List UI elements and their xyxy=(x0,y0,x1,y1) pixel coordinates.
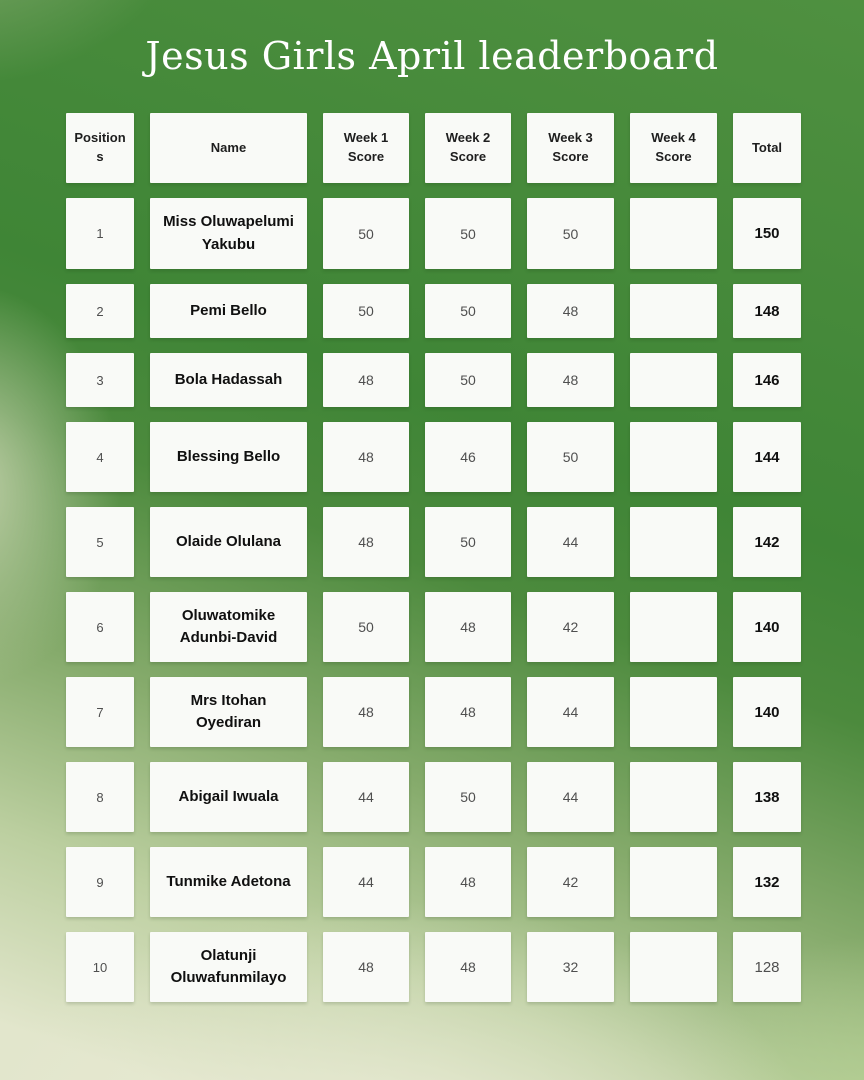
week3-score-cell: 44 xyxy=(527,762,614,832)
week3-score-cell: 50 xyxy=(527,422,614,492)
week3-score-cell: 48 xyxy=(527,353,614,407)
week3-score-cell: 48 xyxy=(527,284,614,338)
week1-score-cell: 48 xyxy=(323,353,409,407)
total-cell: 140 xyxy=(733,677,801,747)
name-cell: Miss Oluwapelumi Yakubu xyxy=(150,198,307,269)
header-week2: Week 2 Score xyxy=(425,113,511,183)
name-cell: Abigail Iwuala xyxy=(150,762,307,832)
header-week1: Week 1 Score xyxy=(323,113,409,183)
position-cell: 2 xyxy=(66,284,134,338)
total-cell: 140 xyxy=(733,592,801,662)
week1-score-cell: 48 xyxy=(323,507,409,577)
name-cell: Pemi Bello xyxy=(150,284,307,338)
week1-score-cell: 50 xyxy=(323,284,409,338)
header-week3: Week 3 Score xyxy=(527,113,614,183)
week1-score-cell: 48 xyxy=(323,677,409,747)
week2-score-cell: 48 xyxy=(425,592,511,662)
name-cell: Bola Hadassah xyxy=(150,353,307,407)
week1-score-cell: 48 xyxy=(323,932,409,1002)
name-cell: Mrs Itohan Oyediran xyxy=(150,677,307,747)
week3-score-cell: 42 xyxy=(527,847,614,917)
week2-score-cell: 50 xyxy=(425,198,511,269)
week2-score-cell: 48 xyxy=(425,932,511,1002)
week3-score-cell: 32 xyxy=(527,932,614,1002)
week4-score-cell xyxy=(630,198,717,269)
position-cell: 4 xyxy=(66,422,134,492)
week4-score-cell xyxy=(630,677,717,747)
week1-score-cell: 48 xyxy=(323,422,409,492)
position-cell: 9 xyxy=(66,847,134,917)
week4-score-cell xyxy=(630,284,717,338)
week4-score-cell xyxy=(630,932,717,1002)
header-week4: Week 4 Score xyxy=(630,113,717,183)
header-total: Total xyxy=(733,113,801,183)
week1-score-cell: 50 xyxy=(323,198,409,269)
header-name: Name xyxy=(150,113,307,183)
position-cell: 3 xyxy=(66,353,134,407)
total-cell: 144 xyxy=(733,422,801,492)
week2-score-cell: 48 xyxy=(425,677,511,747)
position-cell: 7 xyxy=(66,677,134,747)
name-cell: Blessing Bello xyxy=(150,422,307,492)
position-cell: 8 xyxy=(66,762,134,832)
total-cell: 138 xyxy=(733,762,801,832)
week2-score-cell: 50 xyxy=(425,284,511,338)
week2-score-cell: 50 xyxy=(425,762,511,832)
week2-score-cell: 48 xyxy=(425,847,511,917)
week2-score-cell: 50 xyxy=(425,507,511,577)
name-cell: Tunmike Adetona xyxy=(150,847,307,917)
leaderboard-table xyxy=(66,113,801,1002)
week4-score-cell xyxy=(630,353,717,407)
week3-score-cell: 44 xyxy=(527,507,614,577)
week4-score-cell xyxy=(630,422,717,492)
total-cell: 150 xyxy=(733,198,801,269)
week1-score-cell: 44 xyxy=(323,762,409,832)
position-cell: 5 xyxy=(66,507,134,577)
position-cell: 10 xyxy=(66,932,134,1002)
total-cell: 142 xyxy=(733,507,801,577)
total-cell: 128 xyxy=(733,932,801,1002)
week3-score-cell: 42 xyxy=(527,592,614,662)
page-title: Jesus Girls April leaderboard xyxy=(145,34,719,78)
name-cell: Olaide Olulana xyxy=(150,507,307,577)
week4-score-cell xyxy=(630,847,717,917)
total-cell: 132 xyxy=(733,847,801,917)
header-positions: Positions xyxy=(66,113,134,183)
name-cell: Olatunji Oluwafunmilayo xyxy=(150,932,307,1002)
week4-score-cell xyxy=(630,592,717,662)
week3-score-cell: 50 xyxy=(527,198,614,269)
week2-score-cell: 50 xyxy=(425,353,511,407)
week3-score-cell: 44 xyxy=(527,677,614,747)
week1-score-cell: 50 xyxy=(323,592,409,662)
position-cell: 1 xyxy=(66,198,134,269)
position-cell: 6 xyxy=(66,592,134,662)
total-cell: 148 xyxy=(733,284,801,338)
week2-score-cell: 46 xyxy=(425,422,511,492)
name-cell: Oluwatomike Adunbi-David xyxy=(150,592,307,662)
week4-score-cell xyxy=(630,762,717,832)
week4-score-cell xyxy=(630,507,717,577)
total-cell: 146 xyxy=(733,353,801,407)
week1-score-cell: 44 xyxy=(323,847,409,917)
